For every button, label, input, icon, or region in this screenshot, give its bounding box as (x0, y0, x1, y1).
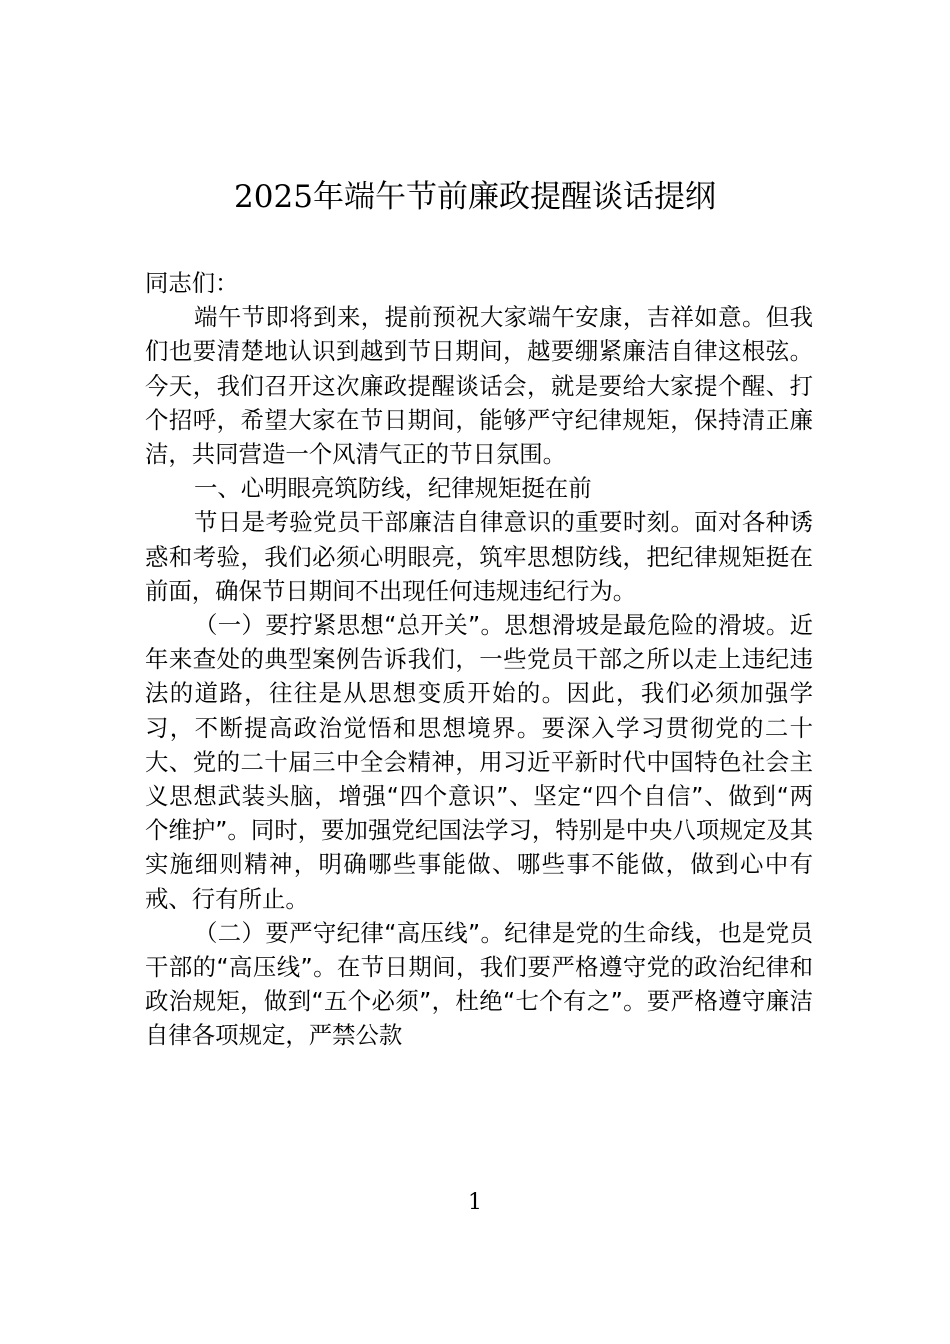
document-title: 2025年端午节前廉政提醒谈话提纲 (234, 179, 716, 215)
page-number: 1 (468, 1190, 482, 1215)
document-body (145, 266, 813, 1053)
paragraph-section-1: 节日是考验党员干部廉洁自律意识的重要时刻。面对各种诱惑和考验，我们必须心明眼亮，筑牢思想防线，把纪律规矩挺在前面，确保节日期间不出现任何违规违纪行为。 (145, 508, 813, 605)
salutation: 同志们： (145, 269, 239, 297)
paragraph-item-2: （二）要严守纪律“高压线”。纪律是党的生命线，也是党员干部的“高压线”。在节日期间，我们要严格遵守党的政治纪律和政治规矩，做到“五个必须”，杜绝“七个有之”。要严格遵守廉洁自律各项规定，严禁公款 (145, 918, 813, 1050)
paragraph-item-1: （一）要拧紧思想“总开关”。思想滑坡是最危险的滑坡。近年来查处的典型案例告诉我们，一些党员干部之所以走上违纪违法的道路，往往是从思想变质开始的。因此，我们必须加强学习，不断提高政治觉悟和思想境界。要深入学习贯彻党的二十大、党的二十届三中全会精神，用习近平新时代中国特色社会主义思想武装头脑，增强“四个意识”、坚定“四个自信”、做到“两个维护”。同时，要加强党纪国法学习，特别是中央八项规定及其实施细则精神，明确哪些事能做、哪些事不能做，做到心中有戒、行有所止。 (145, 611, 813, 913)
paragraph-intro: 端午节即将到来，提前预祝大家端午安康，吉祥如意。但我们也要清楚地认识到越到节日期间，越要绷紧廉洁自律这根弦。今天，我们召开这次廉政提醒谈话会，就是要给大家提个醒、打个招呼，希望大家在节日期间，能够严守纪律规矩，保持清正廉洁，共同营造一个风清气正的节日氛围。 (145, 303, 813, 469)
section-heading-1: 一、心明眼亮筑防线，纪律规矩挺在前 (194, 474, 592, 503)
